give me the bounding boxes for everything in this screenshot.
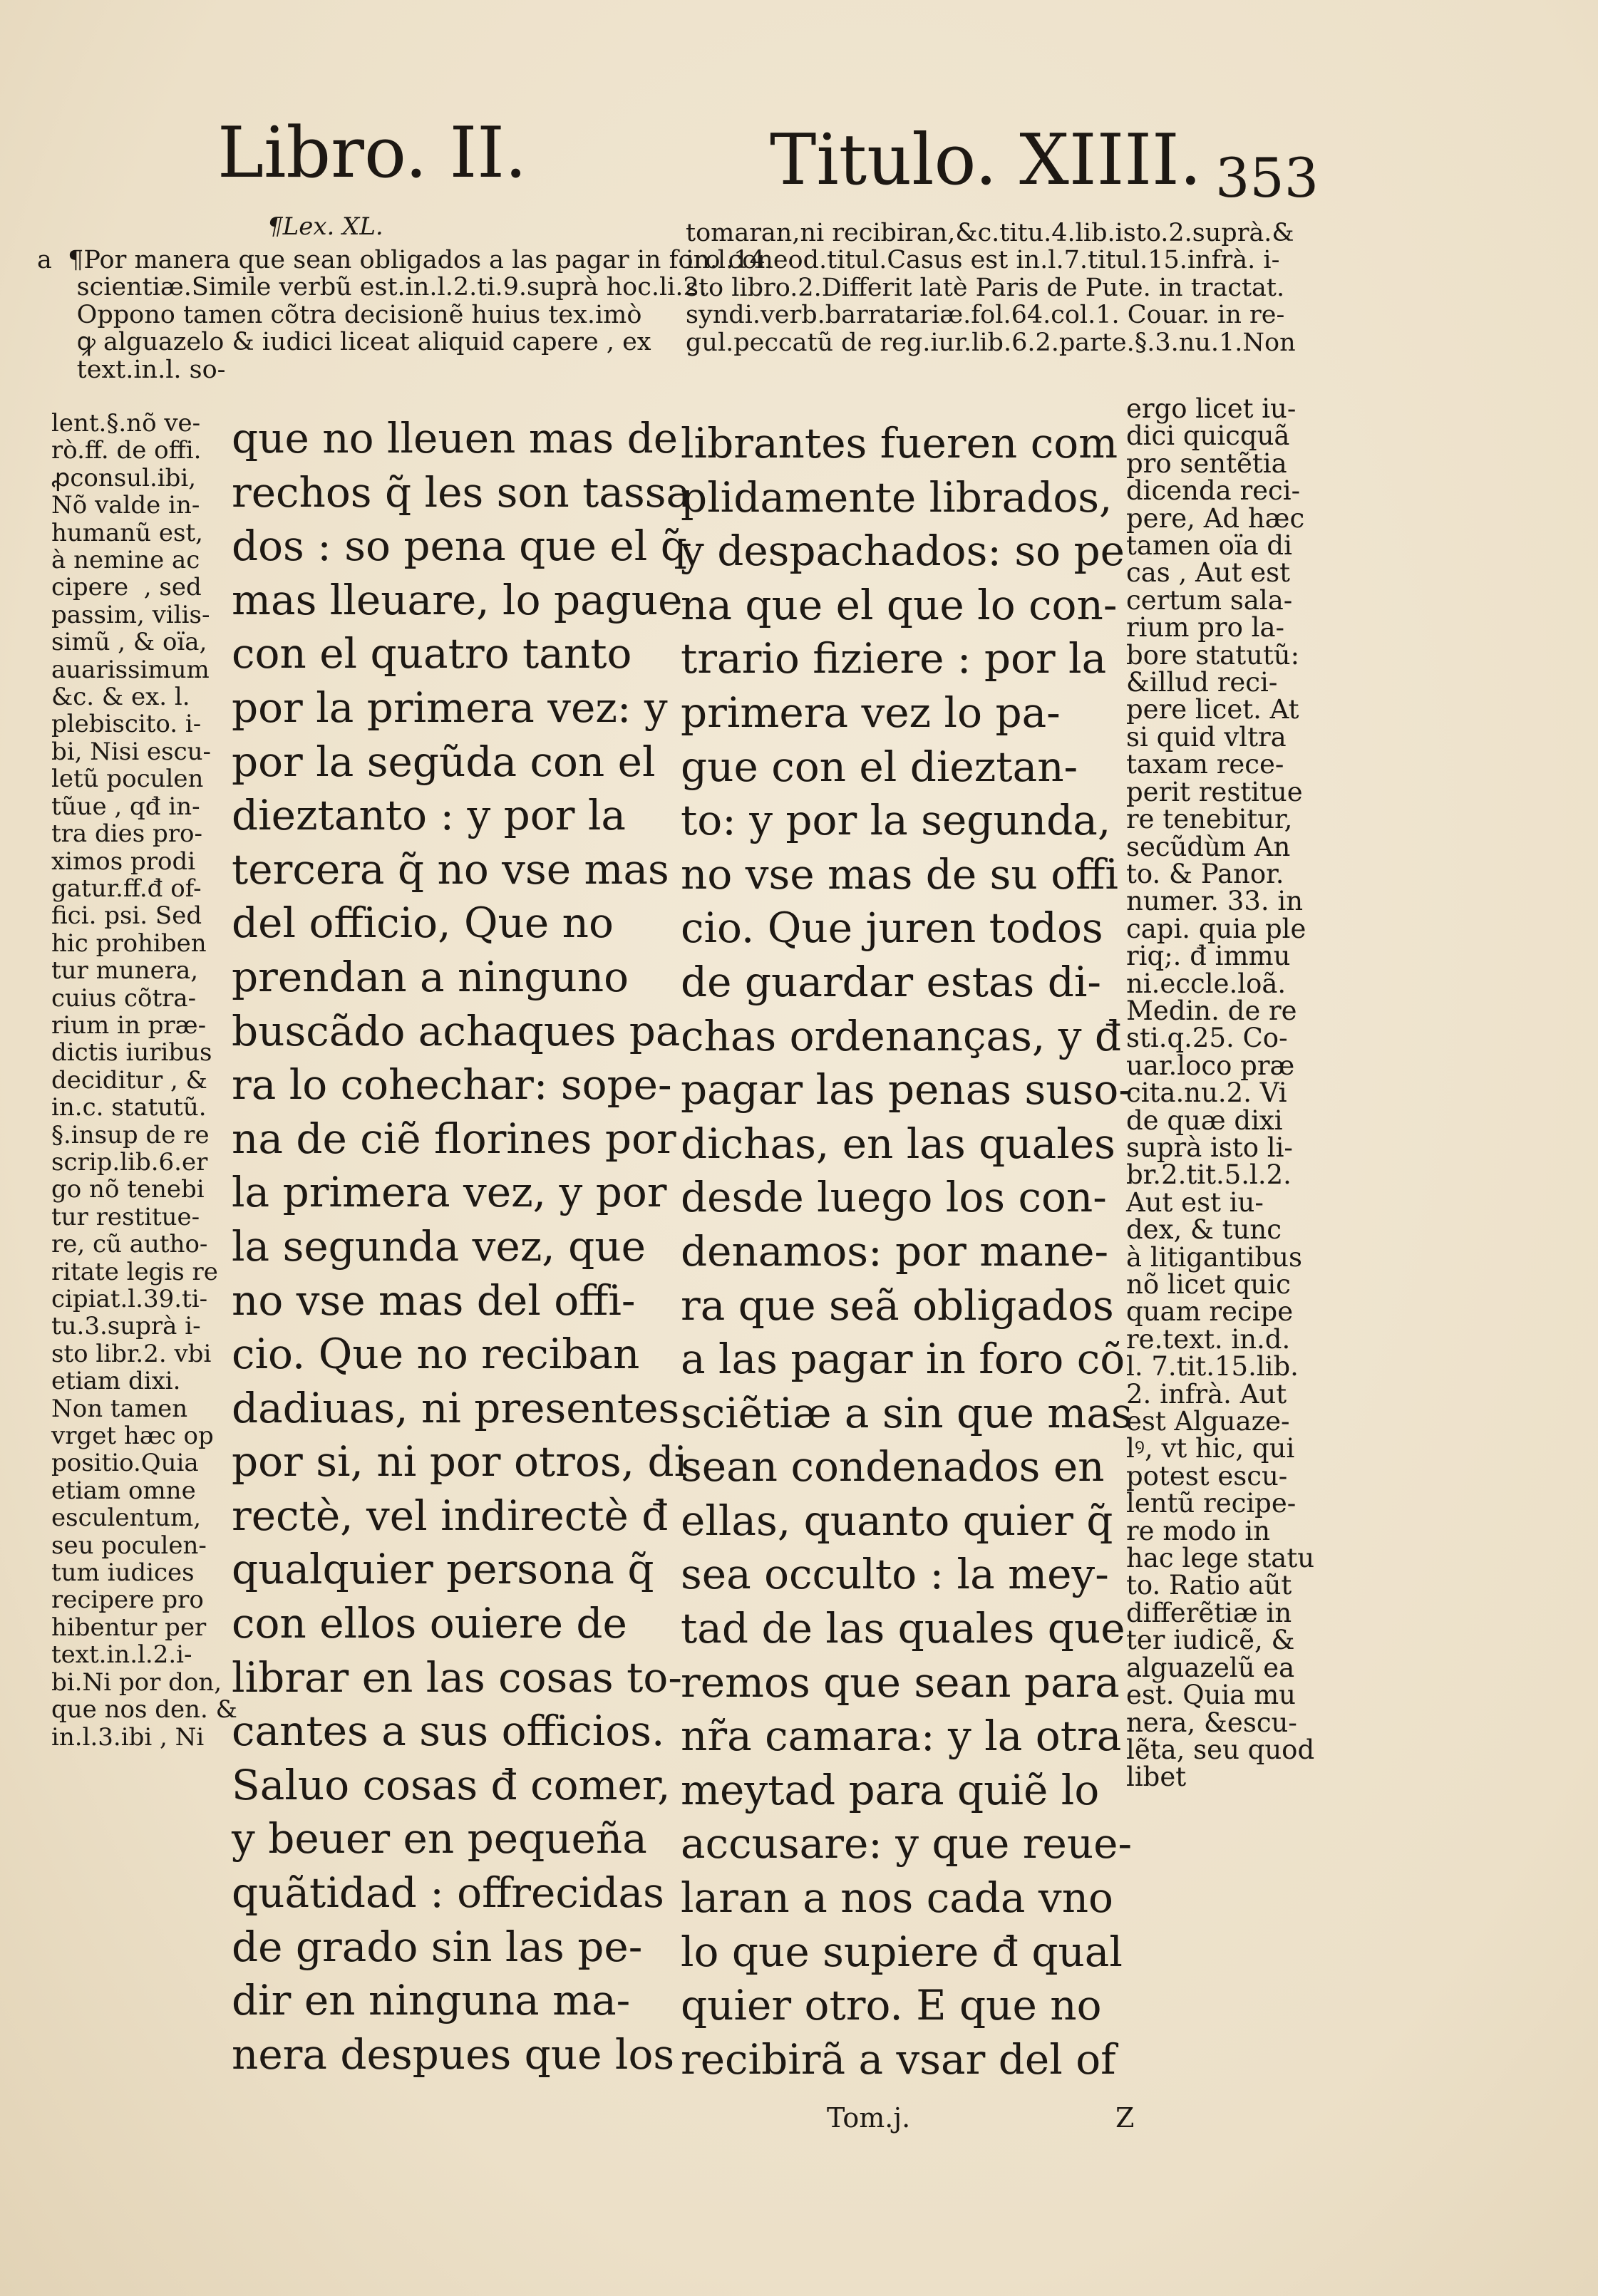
lex-heading: ¶Lex. XL. <box>267 212 383 241</box>
main-text-left-column: que no lleuen mas de rechos q̃ les son tassa dos : so pena que el q̃ mas lleuare, lo pague con el quatro tanto por la primera vez: y por la segũda con el dieztanto : y por la tercera q̃ no vse mas del officio, Que no prendan a ninguno buscãdo achaques pa ra lo cohechar: sope- na de ciẽ florines por la primera vez, y por la segunda vez, que no vse mas del offi- cio. Que no reciban dadiuas, ni presentes por si, ni por otros, di rectè, vel indirectè đ qualquier persona q̃ con ellos ouiere de librar en las cosas to- cantes a sus officios. Saluo cosas đ comer, y beuer en pequeña quãtidad : offrecidas de grado sin las pe- dir en ninguna ma- nera despues que los <box>232 414 691 2079</box>
gloss-left-top: a ¶Por manera que sean obligados a las pagar in foro con scientiæ.Simile verbũ est.in.l.2.ti.9.suprà hoc.li.2. Oppono tamen cõtra decisionẽ huius tex.imò ꝙ alguazelo & iudici liceat aliquid capere , ex text.in.l. so- <box>37 246 773 384</box>
gloss-left-margin: lent.§.nõ ve- rò.ff. de offi. ꝓconsul.ibi, Nõ valde in- humanũ est, à nemine ac cipere , sed passim, vilis- simũ , & oïa, auarissimum &c. & ex. l. plebiscito. i- bi, Nisi escu- letũ poculen tũue , qđ in- tra dies pro- ximos prodi gatur.ff.đ of- fici. psi. Sed hic prohiben tur munera, cuius cõtra- rium in præ- dictis iuribus deciditur , & in.c. statutũ. §.insup de re scrip.lib.6.er go nõ tenebi tur restitue- re, cũ autho- ritate legis re cipiat.l.39.ti- tu.3.suprà i- sto libr.2. vbi etiam dixi. Non tamen vrget hæc op positio.Quia etiam omne esculentum, seu poculen- tum iudices recipere pro hibentur per text.in.l.2.i- bi.Ni por don, que nos den. & in.l.3.ibi , Ni <box>51 409 237 1752</box>
main-text-right-column: librantes fueren com plidamente librados, y despachados: so pe na que el que lo con- trario fiziere : por la primera vez lo pa- gue con el dieztan- to: y por la segunda, no vse mas de su offi cio. Que juren todos de guardar estas di- chas ordenanças, y đ pagar las penas suso- dichas, en las quales desde luego los con- denamos: por mane- ra que seã obligados a las pagar in foro cõ sciẽtiæ a sin que mas sean condenados en ellas, quanto quier q̃ sea occulto : la mey- tad de las quales que remos que sean para nr̃a camara: y la otra meytad para quiẽ lo accusare: y que reue- laran a nos cada vno lo que supiere đ qual quier otro. E que no recibirã a vsar del of <box>681 419 1133 2084</box>
running-head-book: Libro. II. <box>217 113 527 194</box>
gloss-right-top: tomaran,ni recibiran,&c.titu.4.lib.isto.2.suprà.& in.l.14.eod.titul.Casus est in.l.7.titul.15.infrà. i- sto libro.2.Differit latè Paris de Pute. in tractat. syndi.verb.barratariæ.fol.64.col.1. Couar. in re- gul.peccatũ de reg.iur.lib.6.2.parte.§.3.nu.1.Non <box>686 219 1296 357</box>
footer-volume: Tom.j. <box>827 2102 911 2134</box>
gloss-right-margin: ergo licet iu- dici quicquã pro sentẽtia dicenda reci- pere, Ad hæc tamen oïa di cas , Aut est certum sala- rium pro la- bore statutũ: &illud reci- pere licet. At si quid vltra taxam rece- perit restitue re tenebitur, secũdùm An to. & Panor. numer. 33. in capi. quia ple riq;. đ immu ni.eccle.loã. Medin. de re sti.q.25. Co- uar.loco præ cita.nu.2. Vi de quæ dixi suprà isto li- br.2.tit.5.l.2. Aut est iu- dex, & tunc à litigantibus nõ licet quic quam recipe re.text. in.d. l. 7.tit.15.lib. 2. infrà. Aut est Alguaze- lꝰ, vt hic, qui potest escu- lentũ recipe- re modo in hac lege statu to. Ratio aũt differẽtiæ in ter iudicẽ, & alguazelũ ea est. Quia mu nera, &escu- lẽta, seu quod libet <box>1126 393 1315 1793</box>
folio-number: 353 <box>1215 146 1319 210</box>
footer-signature: Z <box>1115 2102 1135 2134</box>
running-head-title: Titulo. XIIII. <box>770 120 1202 201</box>
